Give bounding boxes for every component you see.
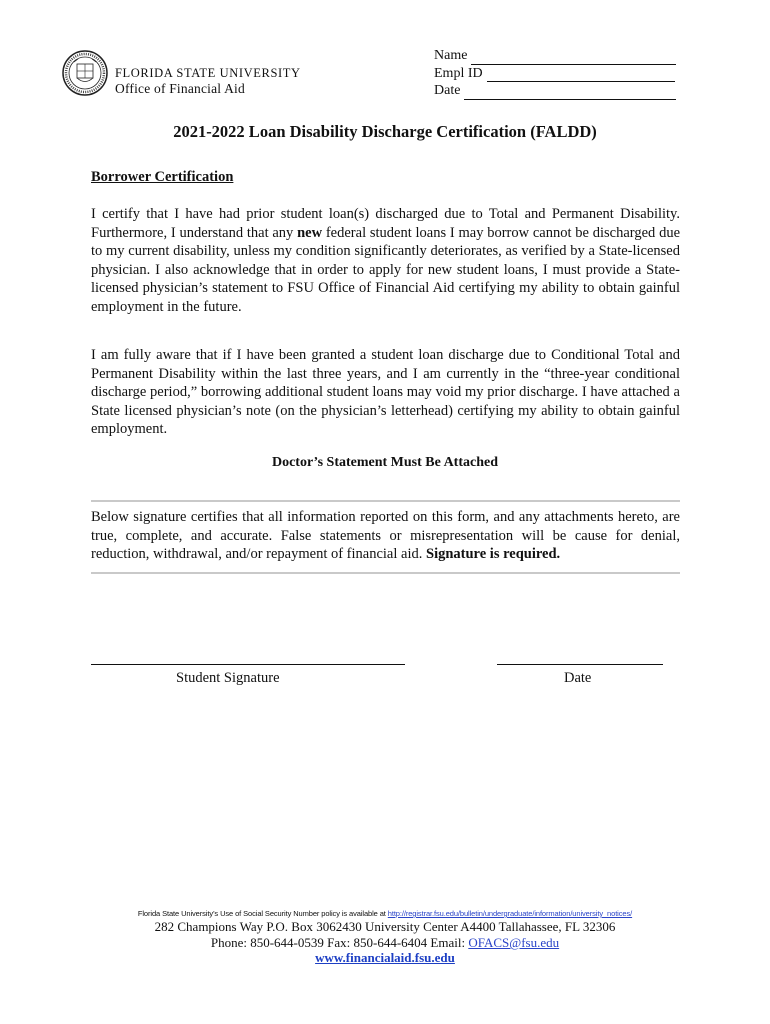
date-field-line[interactable] [464, 86, 676, 100]
form-title: 2021-2022 Loan Disability Discharge Certification (FALDD) [173, 122, 597, 141]
student-signature-label: Student Signature [176, 670, 280, 686]
date-field-label: Date [434, 83, 461, 98]
emplid-field-line[interactable] [487, 68, 675, 82]
footer-phone: Phone: 850-644-0539 Fax: 850-644-6404 Email: [210, 935, 469, 950]
p3-bold: Signature is required. [426, 546, 561, 563]
name-field-line[interactable] [471, 51, 676, 65]
p1-after: federal student loans I may borrow cannot be discharged due to my current disability, unless my condition significantly deteriorates, as verified by a State-licensed physician. I also acknowledge that in order to apply for new student loans, I must provide a State-licensed physician’s statement to FSU Office of Financial Aid certifying my ability to obtain gainful employment in the future. [91, 224, 681, 315]
date-field-row [434, 82, 676, 100]
p1-before: I certify that I have had prior student loan(s) discharged due to Total and Permanent Disability. Furthermore, I understand that any [91, 206, 680, 241]
name-field-row [434, 47, 676, 65]
date-signature-line[interactable] [497, 664, 663, 665]
ssn-note-text: Florida State University’s Use of Social Security Number policy is available at [137, 909, 388, 918]
ssn-policy-note [0, 909, 770, 918]
org-name [115, 66, 301, 96]
footer-contact [0, 935, 770, 951]
footer-address: 282 Champions Way P.O. Box 3062430 University Center A4400 Tallahassee, FL 32306 [154, 919, 616, 934]
p3-text: Below signature certifies that all information reported on this form, and any attachments hereto, are true, complete, and accurate. False statements or misrepresentation will be cause for denial, reduction, withdrawal, and/or repayment of financial aid. [91, 509, 680, 563]
doctor-statement-notice: Doctor’s Statement Must Be Attached [271, 455, 499, 470]
ssn-policy-link[interactable]: http://registrar.fsu.edu/bulletin/undergraduate/information/university_notices/ [387, 909, 633, 918]
signature-certification-paragraph [91, 508, 680, 564]
borrower-certification-heading: Borrower Certification [91, 169, 234, 185]
id-fields [434, 47, 676, 100]
divider-top [91, 500, 680, 502]
emplid-field-row [434, 65, 676, 83]
website-link[interactable]: www.financialaid.fsu.edu [315, 950, 455, 965]
p1-bold-new: new [297, 224, 323, 241]
emplid-field-label: Empl ID [434, 65, 483, 81]
office-name: Office of Financial Aid [115, 81, 245, 96]
certification-paragraph [91, 205, 680, 317]
university-name: FLORIDA STATE UNIVERSITY [115, 66, 301, 80]
divider-bottom [91, 572, 680, 574]
footer-email-link[interactable]: OFACS@fsu.edu [468, 935, 560, 950]
conditional-discharge-paragraph: I am fully aware that if I have been granted a student loan discharge due to Conditional Total and Permanent Disability within the last three years, and I am currently in the “three-year conditional discharge period,” borrowing additional student loans may void my prior discharge. I have attached a State licensed physician’s note (on the physician’s letterhead) certifying my ability to obtain gainful employment. [91, 347, 680, 438]
fsu-seal-logo [62, 50, 108, 96]
signature-date-label: Date [564, 670, 592, 686]
student-signature-line[interactable] [91, 664, 405, 665]
name-field-label: Name [434, 48, 468, 63]
footer-website [0, 950, 770, 966]
